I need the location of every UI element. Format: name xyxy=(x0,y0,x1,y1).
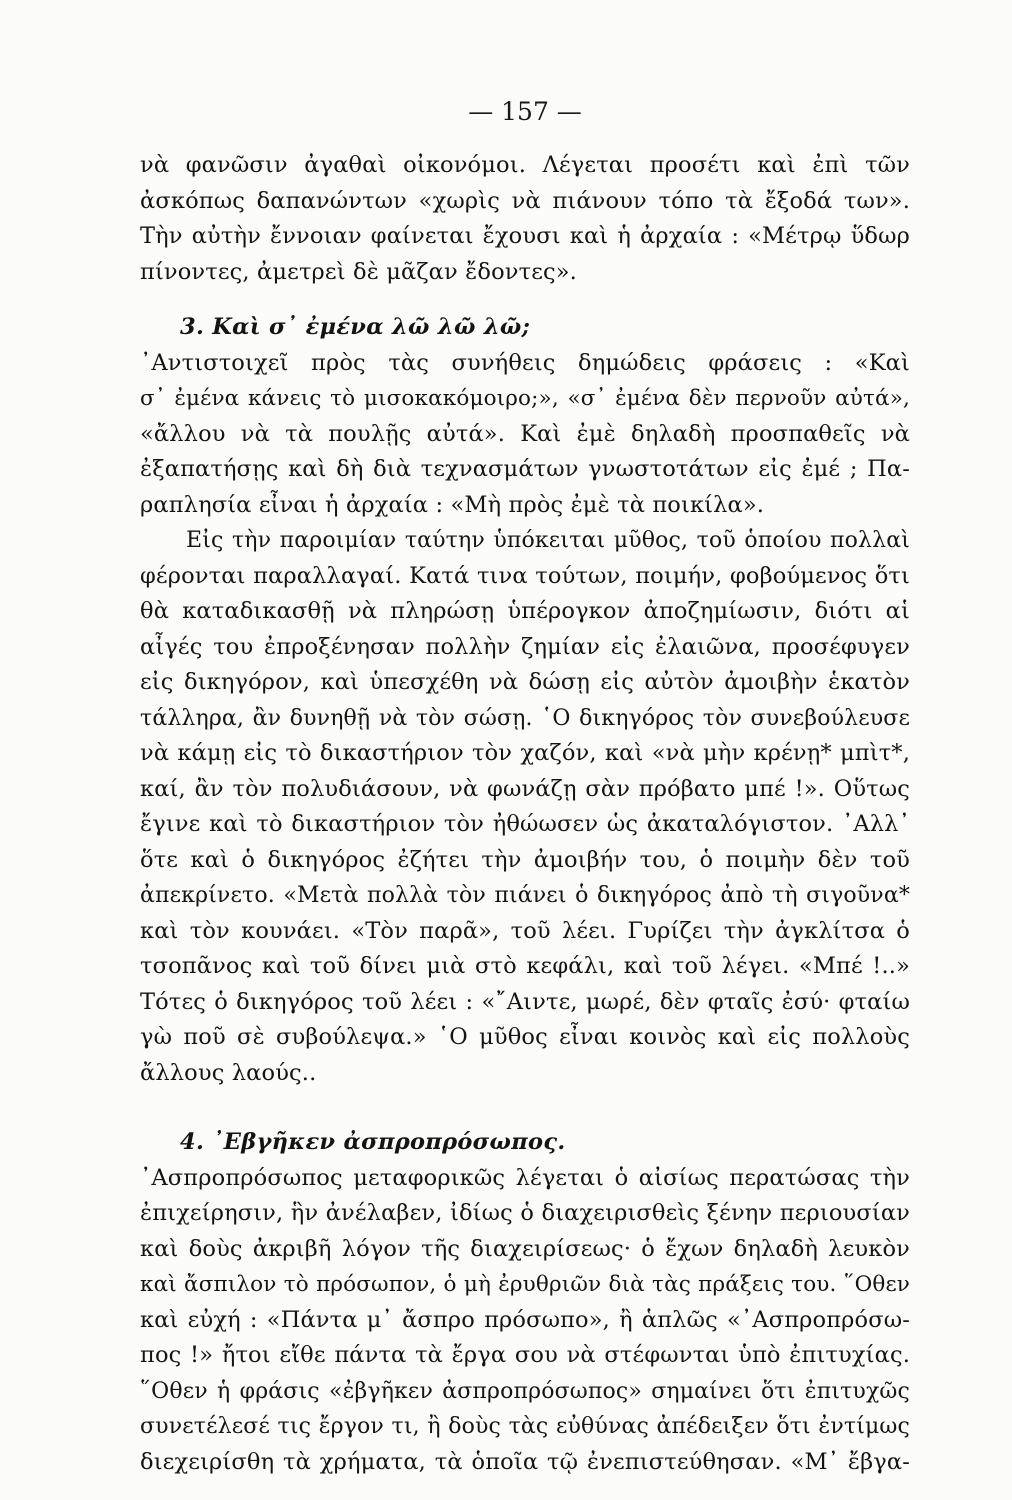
section-3-body xyxy=(140,346,910,1092)
text-line: ἄλλους λαούς.. xyxy=(140,1059,317,1086)
text-line: Εἰς τὴν παροιμίαν ταύτην ὑπόκειται μῦθος, τοῦ ὁποίου πολλαὶ xyxy=(186,528,910,553)
text-line: αἶγές του ἐπροξένησαν πολλὴν ζημίαν εἰς ἐλαιῶνα, προσέφυγεν xyxy=(140,633,910,660)
section-4-body xyxy=(140,1161,910,1481)
text-line: πίνοντες, ἀμετρεὶ δὲ μᾶζαν ἔδοντες». xyxy=(140,258,577,285)
section-3-heading: 3. Καὶ σ᾿ ἐμένα λῶ λῶ λῶ; xyxy=(180,314,531,340)
text-line: συνετέλεσέ τις ἔργον τι, ἢ δοὺς τὰς εὐθύνας ἀπέδειξεν ὅτι ἐντίμως xyxy=(140,1414,910,1439)
text-line: «ἄλλου νὰ τὰ πουλῇς αὐτά». Καὶ ἐμὲ δηλαδὴ προσπαθεῖς νὰ xyxy=(140,420,910,447)
text-line: ῞Οθεν ἡ φράσις «ἐβγῆκεν ἀσπροπρόσωπος» σημαίνει ὅτι ἐπιτυχῶς xyxy=(140,1378,910,1404)
text-line: ἔγινε καὶ τὸ δικαστήριον τὸν ἠθώωσεν ὡς ἀκαταλόγιστον. ᾿Αλλ᾿ xyxy=(140,811,910,837)
text-line: Τὴν αὐτὴν ἔννοιαν φαίνεται ἔχουσι καὶ ἡ ἀρχαία : «Μέτρῳ ὕδωρ xyxy=(140,223,910,249)
text-line: διεχειρίσθη τὰ χρήματα, τὰ ὁποῖα τῷ ἐνεπιστεύθησαν. «Μ᾿ ἔβγα- xyxy=(140,1448,910,1475)
text-line: ὅτε καὶ ὁ δικηγόρος ἐζήτει τὴν ἀμοιβήν του, ὁ ποιμὴν δὲν τοῦ xyxy=(140,846,910,873)
page-text xyxy=(140,148,910,1480)
text-line: πος !» ἤτοι εἴθε πάντα τὰ ἔργα σου νὰ στέφωνται ὑπὸ ἐπιτυχίας. xyxy=(140,1342,910,1368)
text-line: εἰς δικηγόρον, καὶ ὑπεσχέθη νὰ δώσῃ εἰς αὐτὸν ἀμοιβὴν ἑκατὸν xyxy=(140,669,910,695)
text-line: ἐξαπατήσῃς καὶ δὴ διὰ τεχνασμάτων γνωστοτάτων εἰς ἐμέ ; Πα- xyxy=(140,456,910,482)
text-line: καὶ ἄσπιλον τὸ πρόσωπον, ὁ μὴ ἐρυθριῶν διὰ τὰς πράξεις του. ῞Οθεν xyxy=(140,1272,910,1297)
text-line: καί, ἂν τὸν πολυδιάσουν, νὰ φωνάζῃ σὰν πρόβατο μπέ !». Οὕτως xyxy=(140,775,910,802)
text-line: ἀπεκρίνετο. «Μετὰ πολλὰ τὸν πιάνει ὁ δικηγόρος ἀπὸ τὴ σιγοῦνα* xyxy=(140,883,910,908)
text-line: γὼ ποῦ σὲ συβούλεψα.» ῾Ο μῦθος εἶναι κοινὸς καὶ εἰς πολλοὺς xyxy=(140,1024,910,1050)
text-line: ἀσκόπως δαπανώντων «χωρὶς νὰ πιάνουν τόπο τὰ ἔξοδά των». xyxy=(140,187,910,214)
text-line: τάλληρα, ἂν δυνηθῇ νὰ τὸν σώσῃ. ῾Ο δικηγόρος τὸν συνεβούλευσε xyxy=(140,705,910,731)
text-line: σ᾿ ἐμένα κάνεις τὸ μισοκακόμοιρο;», «σ᾿ ἐμένα δὲν περνοῦν αὐτά», xyxy=(140,386,910,411)
text-line: φέρονται παραλλαγαί. Κατά τινα τούτων, ποιμήν, φοβούμενος ὅτι xyxy=(140,562,910,589)
intro-paragraph xyxy=(140,148,910,290)
text-line: νὰ κάμῃ εἰς τὸ δικαστήριον τὸν χαζόν, καὶ «νὰ μὴν κρένῃ* μπὶτ*, xyxy=(140,740,910,766)
text-line: καὶ δοὺς ἀκριβῆ λόγον τῆς διαχειρίσεως· ὁ ἔχων δηλαδὴ λευκὸν xyxy=(140,1235,910,1262)
text-line: νὰ φανῶσιν ἀγαθαὶ οἰκονόμοι. Λέγεται προσέτι καὶ ἐπὶ τῶν xyxy=(140,152,910,178)
text-line: καὶ εὐχή : «Πάντα μ᾿ ἄσπρο πρόσωπο», ἢ ἁπλῶς «᾿Ασπροπρόσω- xyxy=(140,1306,910,1333)
text-line: ᾿Αντιστοιχεῖ πρὸς τὰς συνήθεις δημώδεις φράσεις : «Καὶ xyxy=(140,349,910,376)
text-line: τσοπᾶνος καὶ τοῦ δίνει μιὰ στὸ κεφάλι, καὶ τοῦ λέγει. «Μπέ !..» xyxy=(140,953,910,979)
text-line: ἐπιχείρησιν, ἣν ἀνέλαβεν, ἰδίως ὁ διαχειρισθεὶς ξένην περιουσίαν xyxy=(140,1200,910,1226)
text-line: Τότες ὁ δικηγόρος τοῦ λέει : «῎Αιντε, μωρέ, δὲν φταῖς ἐσύ· φταίω xyxy=(140,988,910,1015)
text-line: θὰ καταδικασθῇ νὰ πληρώσῃ ὑπέρογκον ἀποζημίωσιν, διότι αἱ xyxy=(140,598,910,624)
text-line: καὶ τὸν κουνάει. «Τὸν παρᾶ», τοῦ λέει. Γυρίζει τὴν ἀγκλίτσα ὁ xyxy=(140,917,910,944)
section-4-heading: 4. ᾿Εβγῆκεν ἀσπροπρόσωπος. xyxy=(180,1129,566,1155)
text-line: ᾿Ασπροπρόσωπος μεταφορικῶς λέγεται ὁ αἰσίως περατώσας τὴν xyxy=(140,1164,910,1191)
text-line: ραπλησία εἶναι ἡ ἀρχαία : «Μὴ πρὸς ἐμὲ τὰ ποικίλα». xyxy=(140,491,765,518)
page-number: — 157 — xyxy=(468,97,582,126)
